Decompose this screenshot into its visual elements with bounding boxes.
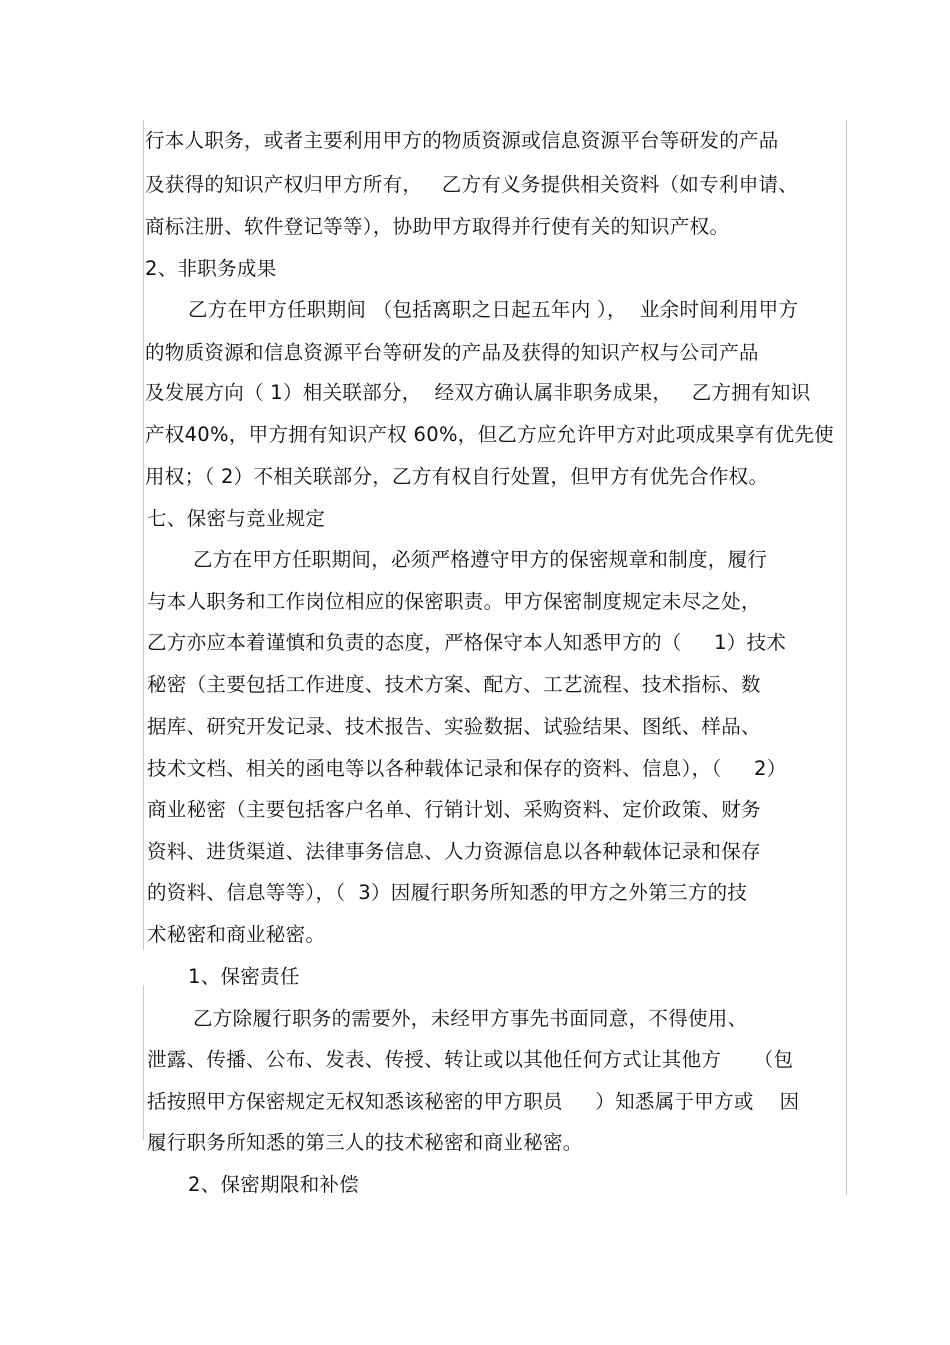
left-margin-rule xyxy=(143,120,144,950)
text-line: 的资料、信息等等），（ 3）因履行职务所知悉的甲方之外第三方的技 xyxy=(147,881,748,904)
text-line: 据库、研究开发记录、技术报告、实验数据、试验结果、图纸、样品、 xyxy=(147,715,761,738)
left-margin-rule-lower xyxy=(143,985,144,1140)
text-line: 商业秘密（主要包括客户名单、行销计划、采购资料、定价政策、财务 xyxy=(147,798,761,821)
right-margin-rule xyxy=(846,120,847,1195)
text-line: 秘密（主要包括工作进度、技术方案、配方、工艺流程、技术指标、数 xyxy=(147,673,761,696)
text-line: 用权；（ 2）不相关联部分，乙方有权自行处置，但甲方有优先合作权。 xyxy=(145,465,769,488)
text-line: 乙方在甲方任职期间，必须严格遵守甲方的保密规章和制度，履行 xyxy=(193,548,768,571)
text-line: 术秘密和商业秘密。 xyxy=(147,923,326,946)
text-line: 泄露、传播、公布、发表、传授、转让或以其他任何方式让其他方 （包 xyxy=(147,1048,794,1071)
section-heading: 七、保密与竞业规定 xyxy=(147,507,326,530)
text-line: 技术文档、相关的函电等以各种载体记录和保存的资料、信息），（ 2） xyxy=(147,757,787,780)
text-line: 与本人职务和工作岗位相应的保密职责。甲方保密制度规定未尽之处， xyxy=(147,590,761,613)
sub-heading: 2、保密期限和补偿 xyxy=(188,1173,360,1196)
text-line: 乙方亦应本着谨慎和负责的态度，严格保守本人知悉甲方的（ 1）技术 xyxy=(147,631,787,654)
text-line: 行本人职务，或者主要利用甲方的物质资源或信息资源平台等研发的产品 xyxy=(145,129,779,152)
text-line: 及发展方向（ 1）相关联部分， 经双方确认属非职务成果， 乙方拥有知识 xyxy=(145,381,811,404)
text-line: 资料、进货渠道、法律事务信息、人力资源信息以各种载体记录和保存 xyxy=(147,840,761,863)
text-line: 乙方除履行职务的需要外，未经甲方事先书面同意，不得使用、 xyxy=(193,1007,748,1030)
text-line: 及获得的知识产权归甲方所有， 乙方有义务提供相关资料（如专利申请、 xyxy=(145,173,799,196)
sub-heading: 1、保密责任 xyxy=(188,965,300,988)
text-line: 的物质资源和信息资源平台等研发的产品及获得的知识产权与公司产品 xyxy=(145,341,759,364)
text-line: 括按照甲方保密规定无权知悉该秘密的甲方职员 ）知悉属于甲方或 因 xyxy=(147,1090,800,1113)
text-line: 履行职务所知悉的第三人的技术秘密和商业秘密。 xyxy=(147,1131,583,1154)
text-line: 乙方在甲方任职期间 （包括离职之日起五年内 ）， 业余时间利用甲方 xyxy=(188,298,799,321)
text-line: 商标注册、软件登记等等），协助甲方取得并行使有关的知识产权。 xyxy=(145,215,730,238)
text-line: 产权40%，甲方拥有知识产权 60%，但乙方应允许甲方对此项成果享有优先使 xyxy=(145,423,834,446)
section-heading: 2、非职务成果 xyxy=(145,257,277,280)
